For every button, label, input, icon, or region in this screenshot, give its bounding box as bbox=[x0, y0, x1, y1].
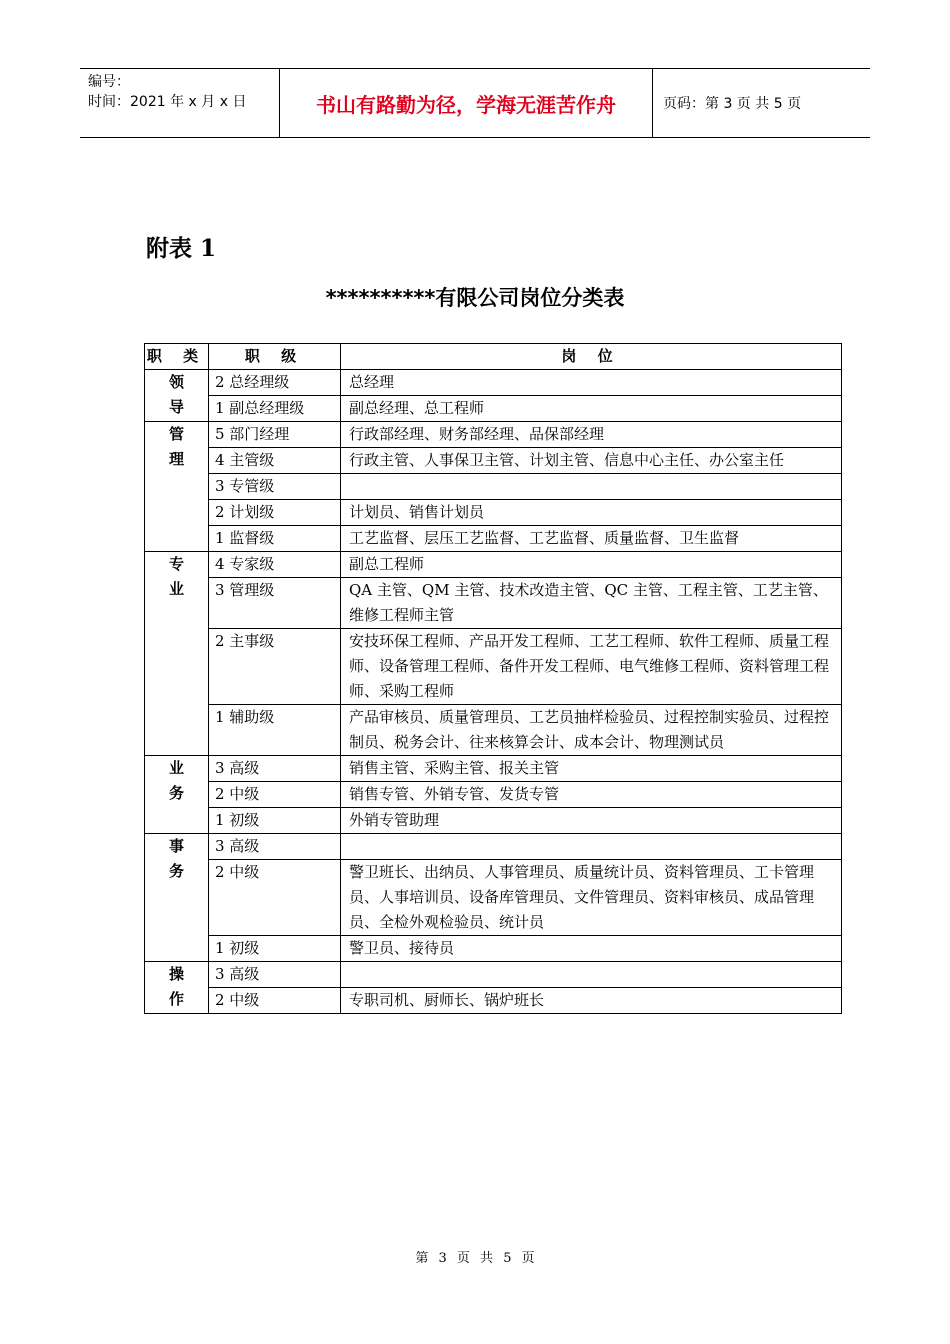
level-cell: 5 部门经理 bbox=[209, 422, 341, 448]
table-row bbox=[145, 962, 842, 988]
table-row bbox=[145, 526, 842, 552]
level-cell: 4 专家级 bbox=[209, 552, 341, 578]
table-row bbox=[145, 756, 842, 782]
positions-cell: 行政部经理、财务部经理、品保部经理 bbox=[341, 422, 842, 448]
table-row bbox=[145, 448, 842, 474]
table-row bbox=[145, 552, 842, 578]
table-row bbox=[145, 834, 842, 860]
table-row bbox=[145, 422, 842, 448]
table-row bbox=[145, 705, 842, 756]
category-cell: 事务 bbox=[145, 834, 209, 962]
table-row bbox=[145, 396, 842, 422]
table-row bbox=[145, 808, 842, 834]
positions-cell: 销售主管、采购主管、报关主管 bbox=[341, 756, 842, 782]
level-cell: 2 中级 bbox=[209, 782, 341, 808]
positions-cell: 副总工程师 bbox=[341, 552, 842, 578]
appendix-label: 附表 1 bbox=[146, 235, 217, 262]
positions-cell: 警卫班长、出纳员、人事管理员、质量统计员、资料管理员、工卡管理员、人事培训员、设备库管理员、文件管理员、资料审核员、成品管理员、全检外观检验员、统计员 bbox=[341, 860, 842, 936]
level-cell: 2 中级 bbox=[209, 988, 341, 1014]
positions-cell: QA 主管、QM 主管、技术改造主管、QC 主管、工程主管、工艺主管、维修工程师主管 bbox=[341, 578, 842, 629]
level-cell: 1 监督级 bbox=[209, 526, 341, 552]
positions-cell: 产品审核员、质量管理员、工艺员抽样检验员、过程控制实验员、过程控制员、税务会计、往来核算会计、成本会计、物理测试员 bbox=[341, 705, 842, 756]
table-row bbox=[145, 936, 842, 962]
positions-cell bbox=[341, 962, 842, 988]
level-cell: 1 初级 bbox=[209, 808, 341, 834]
table-row bbox=[145, 500, 842, 526]
document-title: **********有限公司岗位分类表 bbox=[325, 286, 625, 310]
table-row bbox=[145, 860, 842, 936]
level-cell: 3 管理级 bbox=[209, 578, 341, 629]
table-row bbox=[145, 474, 842, 500]
header-motto: 书山有路勤为径，学海无涯苦作舟 bbox=[280, 69, 653, 137]
level-cell: 1 副总经理级 bbox=[209, 396, 341, 422]
category-cell: 专业 bbox=[145, 552, 209, 756]
table-header-row bbox=[145, 344, 842, 370]
category-cell: 领导 bbox=[145, 370, 209, 422]
level-cell: 2 总经理级 bbox=[209, 370, 341, 396]
positions-cell: 外销专管助理 bbox=[341, 808, 842, 834]
positions-cell bbox=[341, 834, 842, 860]
level-cell: 2 中级 bbox=[209, 860, 341, 936]
position-classification-table bbox=[144, 343, 842, 1014]
level-cell: 3 高级 bbox=[209, 756, 341, 782]
positions-cell: 工艺监督、层压工艺监督、工艺监督、质量监督、卫生监督 bbox=[341, 526, 842, 552]
level-cell: 2 计划级 bbox=[209, 500, 341, 526]
header-positions: 岗 位 bbox=[341, 344, 842, 370]
level-cell: 1 辅助级 bbox=[209, 705, 341, 756]
table-row bbox=[145, 370, 842, 396]
level-cell: 3 专管级 bbox=[209, 474, 341, 500]
header-page-info: 页码：第 3 页 共 5 页 bbox=[663, 96, 802, 112]
header-meta bbox=[80, 69, 280, 137]
positions-cell: 计划员、销售计划员 bbox=[341, 500, 842, 526]
level-cell: 4 主管级 bbox=[209, 448, 341, 474]
positions-cell: 专职司机、厨师长、锅炉班长 bbox=[341, 988, 842, 1014]
level-cell: 3 高级 bbox=[209, 962, 341, 988]
table-row bbox=[145, 578, 842, 629]
level-cell: 2 主事级 bbox=[209, 629, 341, 705]
category-cell: 管理 bbox=[145, 422, 209, 552]
positions-cell: 警卫员、接待员 bbox=[341, 936, 842, 962]
header-level: 职 级 bbox=[209, 344, 341, 370]
positions-cell: 副总经理、总工程师 bbox=[341, 396, 842, 422]
header-category: 职 类 bbox=[145, 344, 209, 370]
table-row bbox=[145, 782, 842, 808]
date-label: 时间：2021 年 x 月 x 日 bbox=[88, 94, 247, 110]
number-label: 编号： bbox=[88, 74, 130, 90]
page-footer: 第 3 页 共 5 页 bbox=[415, 1251, 535, 1266]
category-cell: 操作 bbox=[145, 962, 209, 1014]
positions-cell: 安技环保工程师、产品开发工程师、工艺工程师、软件工程师、质量工程师、设备管理工程师、备件开发工程师、电气维修工程师、资料管理工程师、采购工程师 bbox=[341, 629, 842, 705]
positions-cell: 总经理 bbox=[341, 370, 842, 396]
positions-cell: 销售专管、外销专管、发货专管 bbox=[341, 782, 842, 808]
table-row bbox=[145, 629, 842, 705]
table-row bbox=[145, 988, 842, 1014]
positions-cell bbox=[341, 474, 842, 500]
table-body bbox=[145, 370, 842, 1014]
level-cell: 3 高级 bbox=[209, 834, 341, 860]
page-header bbox=[80, 68, 870, 138]
level-cell: 1 初级 bbox=[209, 936, 341, 962]
positions-cell: 行政主管、人事保卫主管、计划主管、信息中心主任、办公室主任 bbox=[341, 448, 842, 474]
category-cell: 业务 bbox=[145, 756, 209, 834]
